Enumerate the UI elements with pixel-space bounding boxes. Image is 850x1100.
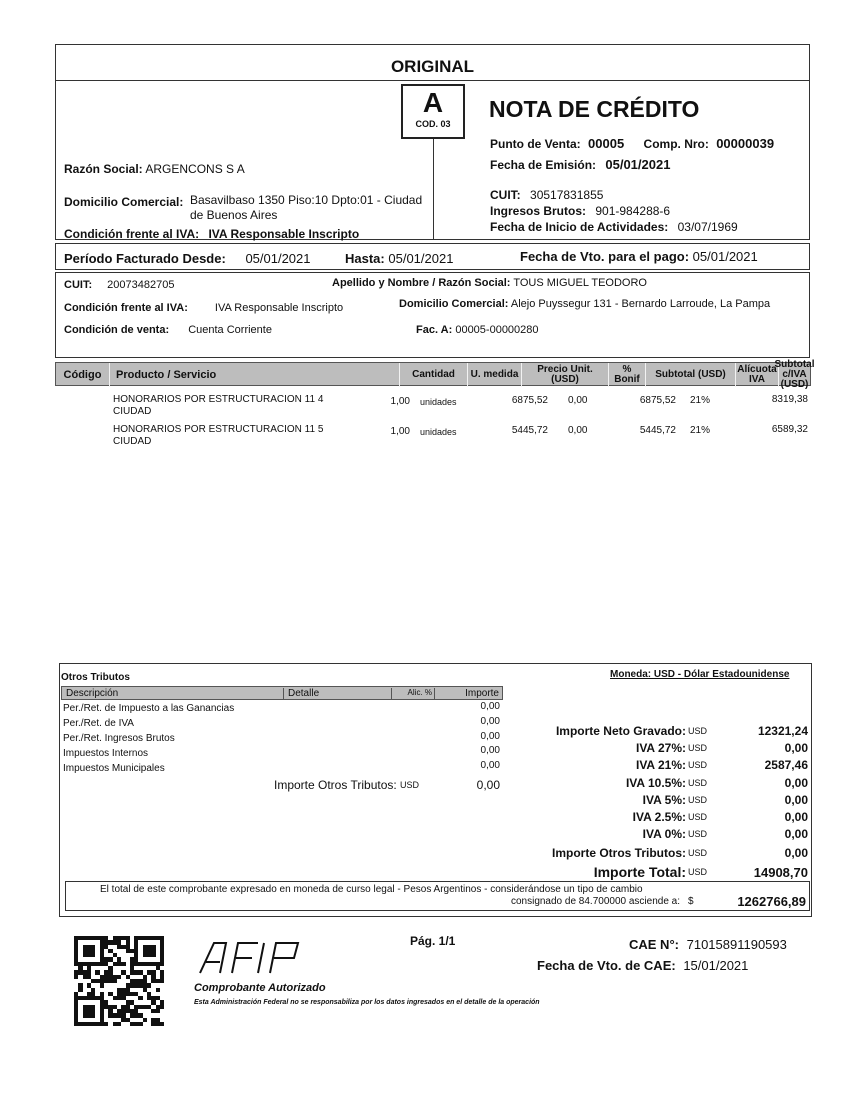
total-row-iva25: IVA 2.5%: USD 0,00	[632, 810, 808, 825]
total-row-iva21: IVA 21%: USD 2587,46	[635, 758, 808, 773]
period-hasta: Hasta: 05/01/2021	[345, 251, 454, 266]
pesos-currency: $	[688, 896, 694, 907]
row-subtotal: 6875,52	[639, 395, 676, 406]
row-cantidad: 1,00	[390, 426, 410, 437]
total-row-iva5: IVA 5%: USD 0,00	[642, 792, 808, 807]
col-cantidad: Cantidad	[400, 363, 468, 387]
ingresos-brutos: Ingresos Brutos: 901-984288-6	[490, 204, 671, 218]
qr-code-pattern	[74, 936, 166, 1026]
client-condicion-venta: Condición de venta: Cuenta Corriente	[64, 324, 272, 336]
doc-title: NOTA DE CRÉDITO	[489, 96, 700, 122]
copy-label: ORIGINAL	[390, 57, 475, 76]
client-cuit: CUIT: 20073482705	[64, 279, 175, 291]
pesos-line2: consignado de 84.700000 asciende a:	[510, 896, 680, 907]
row-alicuota: 21%	[690, 395, 711, 406]
ot-col-detalle: Detalle	[283, 688, 319, 700]
row-umedida: unidades	[420, 427, 457, 437]
row-subtotal-iva: 8319,38	[771, 394, 808, 405]
razon-social: Razón Social: ARGENCONS S A	[64, 162, 245, 176]
ot-descripcion: Impuestos Internos	[63, 748, 149, 759]
total-row-iva27: IVA 27%: USD 0,00	[635, 740, 808, 755]
total-row-iva105: IVA 10.5%: USD 0,00	[625, 775, 808, 790]
row-precio: 5445,72	[511, 425, 548, 436]
row-producto-line1: HONORARIOS POR ESTRUCTURACION 11 5	[113, 424, 324, 435]
ot-col-descripcion: Descripción	[66, 688, 119, 699]
issuer-condicion: Condición frente al IVA: IVA Responsable Inscripto	[64, 227, 360, 241]
ot-total-label: Importe Otros Tributos:	[274, 778, 397, 792]
comprobante-autorizado: Comprobante Autorizado	[194, 982, 326, 994]
ot-importe: 0,00	[480, 716, 500, 727]
col-codigo: Código	[56, 363, 110, 387]
ot-descripcion: Per./Ret. de Impuesto a las Ganancias	[63, 703, 235, 714]
disclaimer: Esta Administración Federal no se responsabiliza por los datos ingresados en el detalle de la operación	[194, 999, 540, 1006]
qr-code	[74, 936, 166, 1028]
row-bonif: 0,00	[568, 395, 588, 406]
client-domicilio: Domicilio Comercial: Alejo Puyssegur 131 - Bernardo Larroude, La Pampa	[399, 298, 771, 310]
domicilio-line1: Basavilbaso 1350 Piso:10 Dpto:01 - Ciudad	[190, 193, 423, 207]
period-vto-pago: Fecha de Vto. para el pago: 05/01/2021	[520, 249, 758, 264]
domicilio-label: Domicilio Comercial:	[64, 195, 184, 209]
doc-letter: A	[422, 87, 444, 118]
row-cantidad: 1,00	[390, 396, 410, 407]
ot-descripcion: Impuestos Municipales	[63, 763, 165, 774]
pesos-value: 1262766,89	[737, 894, 806, 909]
total-row-iva0: IVA 0%: USD 0,00	[642, 827, 808, 842]
ot-importe: 0,00	[480, 731, 500, 742]
otros-tributos-header	[61, 686, 503, 700]
ot-descripcion: Per./Ret. Ingresos Brutos	[63, 733, 175, 744]
page-number: Pág. 1/1	[410, 934, 456, 948]
ot-col-importe: Importe	[434, 688, 499, 699]
ot-col-alic: Alic. %	[391, 688, 432, 700]
afip-logo-text	[198, 966, 200, 967]
total-row-neto: Importe Neto Gravado: USD 12321,24	[555, 723, 808, 738]
total-row-otros: Importe Otros Tributos: USD 0,00	[551, 846, 808, 861]
period-desde: Período Facturado Desde: 05/01/2021	[64, 251, 311, 266]
totals-column	[520, 722, 808, 881]
ot-importe: 0,00	[480, 760, 500, 771]
ot-descripcion: Per./Ret. de IVA	[63, 718, 134, 729]
col-subtotal-iva: Subtotal c/IVA (USD)	[774, 359, 815, 390]
ot-importe: 0,00	[480, 745, 500, 756]
row-producto-line2: CIUDAD	[113, 406, 152, 417]
inicio-actividades: Fecha de Inicio de Actividades: 03/07/1969	[490, 220, 738, 234]
pesos-line1: El total de este comprobante expresado en moneda de curso legal - Pesos Argentinos - considerándose un tipo de cambio	[100, 884, 643, 895]
total-row-total: Importe Total: USD 14908,70	[593, 864, 808, 881]
row-alicuota: 21%	[690, 425, 711, 436]
row-subtotal-iva: 6589,32	[771, 424, 808, 435]
ot-importe: 0,00	[480, 701, 500, 712]
row-subtotal: 5445,72	[639, 425, 676, 436]
row-precio: 6875,52	[511, 395, 548, 406]
col-precio: Precio Unit. (USD)	[522, 363, 609, 387]
col-subtotal: Subtotal (USD)	[646, 363, 736, 387]
domicilio-line2: de Buenos Aires	[190, 208, 278, 222]
items-table-header	[55, 359, 815, 390]
client-condicion: Condición frente al IVA: IVA Responsable Inscripto	[64, 302, 344, 314]
fecha-emision: Fecha de Emisión: 05/01/2021	[490, 157, 671, 172]
cae-vto: Fecha de Vto. de CAE: 15/01/2021	[537, 958, 749, 973]
issuer-cuit: CUIT: 30517831855	[490, 188, 604, 202]
ot-total-currency: USD	[400, 780, 420, 790]
row-umedida: unidades	[420, 397, 457, 407]
col-umedida: U. medida	[468, 363, 522, 387]
row-producto-line1: HONORARIOS POR ESTRUCTURACION 11 4	[113, 394, 324, 405]
doc-code: COD. 03	[415, 119, 451, 129]
row-bonif: 0,00	[568, 425, 588, 436]
otros-tributos-title: Otros Tributos	[61, 672, 130, 683]
afip-logo-icon	[198, 940, 310, 976]
client-nombre: Apellido y Nombre / Razón Social: TOUS MIGUEL TEODORO	[332, 277, 647, 289]
col-alicuota: Alícuota IVA	[736, 363, 779, 387]
moneda-label: Moneda: USD - Dólar Estadounidense	[610, 669, 790, 680]
client-fac: Fac. A: 00005-00000280	[416, 324, 539, 336]
cae-number: CAE N°: 71015891190593	[629, 937, 787, 952]
header-divider	[55, 80, 810, 81]
header-center-divider	[433, 128, 434, 240]
col-producto: Producto / Servicio	[110, 363, 400, 387]
punto-venta: Punto de Venta: 00005 Comp. Nro: 00000039	[490, 136, 775, 151]
col-bonif: % Bonif	[609, 363, 646, 387]
row-producto-line2: CIUDAD	[113, 436, 152, 447]
ot-total-value: 0,00	[476, 778, 500, 792]
doc-letter-box	[401, 84, 465, 139]
